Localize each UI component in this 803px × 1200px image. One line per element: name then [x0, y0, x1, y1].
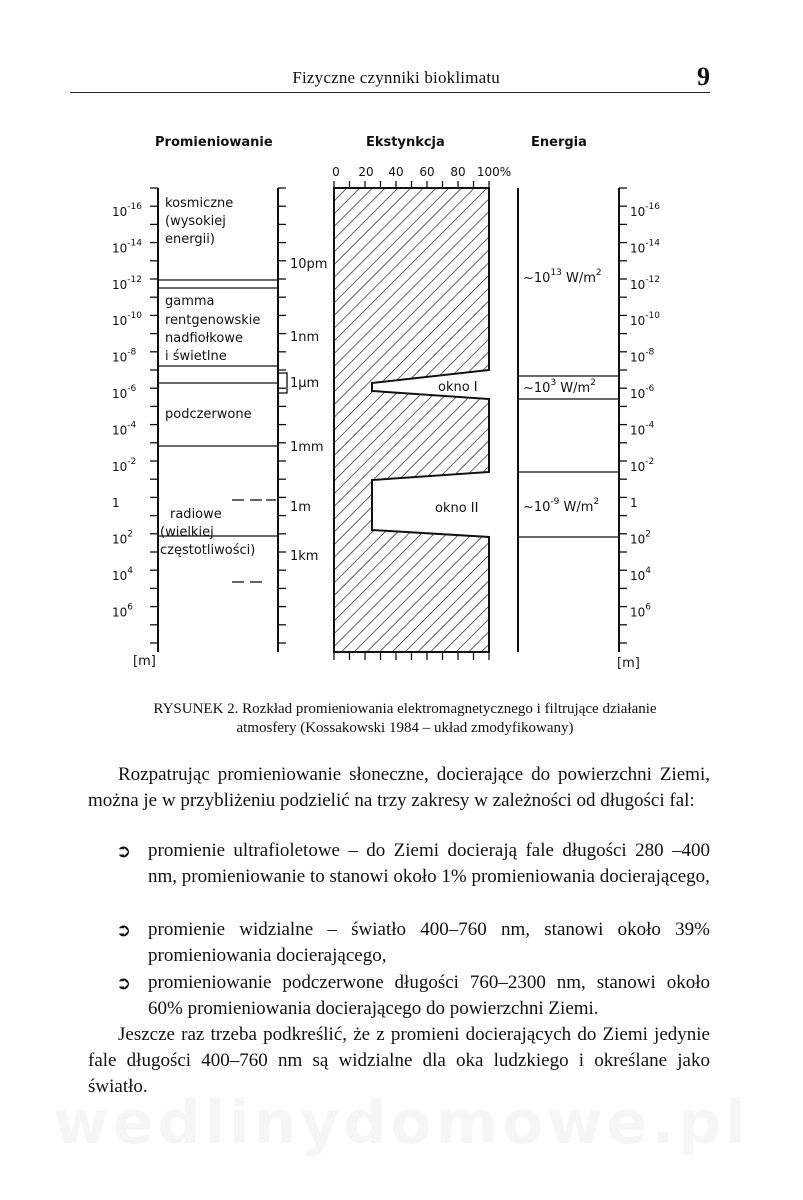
y-tick-label: $10^{-12}$ — [112, 274, 142, 292]
y-tick-label: $10^6$ — [112, 602, 134, 620]
left-unit-label: [m] — [133, 654, 156, 669]
arrow-bullet-icon: ➲ — [116, 920, 132, 940]
right-unit-label: [m] — [617, 656, 640, 671]
y-tick-label: $10^{-12}$ — [630, 274, 660, 292]
y-tick-label: $10^{-14}$ — [112, 238, 142, 256]
y-tick-label: $10^{-4}$ — [112, 420, 137, 438]
list-item — [116, 838, 710, 890]
page-number: 9 — [697, 62, 710, 91]
y-tick-label: $10^4$ — [630, 566, 652, 583]
ext-tick-label: 60 — [419, 165, 435, 179]
caption-line-1: RYSUNEK 2. Rozkład promieniowania elektromagnetycznego i filtrujące działanie — [153, 701, 657, 717]
closing-paragraph: Jeszcze raz trzeba podkreślić, że z promieni docierających do Ziemi jedynie fale długości 400–760 nm są widzialne dla oka ludzkiego i określane jako światło. — [88, 1024, 710, 1097]
energy-value-3: $\sim 10^{-9}$ $W/m^2$ — [523, 497, 600, 515]
watermark — [0, 1088, 803, 1158]
y-tick-label: $10^2$ — [112, 529, 134, 547]
col-title-energy: Energia — [531, 135, 587, 150]
y-tick-label: $10^2$ — [630, 529, 652, 547]
y-tick-label: $10^{-6}$ — [630, 384, 655, 401]
window-1-label: okno I — [438, 380, 478, 395]
y-tick-label: $10^{-6}$ — [112, 384, 137, 401]
running-title: Fizyczne czynniki bioklimatu — [292, 68, 500, 87]
list-item-text: promienie widzialne – światło 400–760 nm, stanowi około 39% promieniowania docierającego, — [148, 919, 710, 966]
y-tick-label: $10^4$ — [112, 566, 134, 583]
band-cosmic-label: kosmiczne (wysokiej energii) — [165, 196, 234, 247]
list-item-text: promienie ultrafioletowe – do Ziemi docierają fale długości 280 –400 nm, promieniowanie to stanowi około 1% promieniowania docierającego, — [148, 840, 710, 887]
y-tick-label: $10^6$ — [630, 602, 652, 620]
y-tick-label: $10^{-14}$ — [630, 238, 660, 256]
extinction-profile — [334, 188, 489, 652]
y-tick-label: $10^{-16}$ — [630, 202, 660, 219]
col-title-extinction: Ekstynkcja — [366, 135, 445, 150]
y-tick-label: $10^{-8}$ — [630, 347, 655, 365]
y-tick-label: $10^{-2}$ — [630, 456, 655, 474]
ext-tick-label: 20 — [358, 165, 374, 179]
y-tick-label: $10^{-4}$ — [630, 420, 655, 438]
y-tick-label: $10^{-8}$ — [112, 347, 137, 365]
wavelength-1nm: 1nm — [290, 330, 320, 345]
wavelength-1um: 1µm — [290, 376, 320, 391]
arrow-bullet-icon: ➲ — [116, 841, 132, 861]
wavelength-1m: 1m — [290, 500, 311, 515]
y-tick-label: $10^{-16}$ — [112, 202, 142, 219]
arrow-bullet-icon: ➲ — [116, 973, 132, 993]
wavelength-10pm: 10pm — [290, 257, 328, 272]
list-item-text: promieniowanie podczerwone długości 760–2300 nm, stanowi około 60% promieniowania docierającego do powierzchni Ziemi. — [148, 972, 710, 1019]
y-tick-label: 1 — [630, 496, 638, 511]
caption-line-2: atmosfery (Kossakowski 1984 – układ zmodyfikowany) — [236, 720, 574, 736]
ext-tick-label: 80 — [450, 165, 466, 179]
y-tick-label: 1 — [112, 496, 120, 511]
ext-tick-label: 40 — [388, 165, 404, 179]
energy-column — [518, 188, 660, 671]
energy-value-2: $\sim 10^3$ $W/m^2$ — [523, 378, 596, 396]
wavelength-1km: 1km — [290, 549, 319, 564]
band-gamma-label: gamma rentgenowskie nadfiołkowe i świetlne — [165, 294, 261, 364]
left-scale — [112, 188, 158, 669]
window-2-label: okno II — [435, 501, 479, 516]
wavelength-1mm: 1mm — [290, 440, 324, 455]
y-tick-label: $10^{-10}$ — [630, 311, 660, 329]
band-radio-label: radiowe (wielkiej częstotliwości) — [160, 507, 256, 558]
y-tick-label: $10^{-2}$ — [112, 456, 137, 474]
band-infrared-label: podczerwone — [165, 407, 252, 422]
band-column — [158, 188, 327, 652]
ext-tick-label: 0 — [332, 165, 340, 179]
y-tick-label: $10^{-10}$ — [112, 311, 142, 329]
ext-tick-label: 100% — [476, 165, 512, 179]
col-title-radiation: Promieniowanie — [155, 135, 273, 150]
intro-paragraph: Rozpatrując promieniowanie słoneczne, docierające do powierzchni Ziemi, można je w przybliżeniu podzielić na trzy zakresy w zależności od długości fal: — [88, 764, 710, 811]
figure-caption — [70, 700, 740, 738]
energy-value-1: $\sim 10^{13}$ $W/m^2$ — [523, 268, 602, 286]
list-item — [116, 970, 710, 1022]
list-item — [116, 917, 710, 969]
